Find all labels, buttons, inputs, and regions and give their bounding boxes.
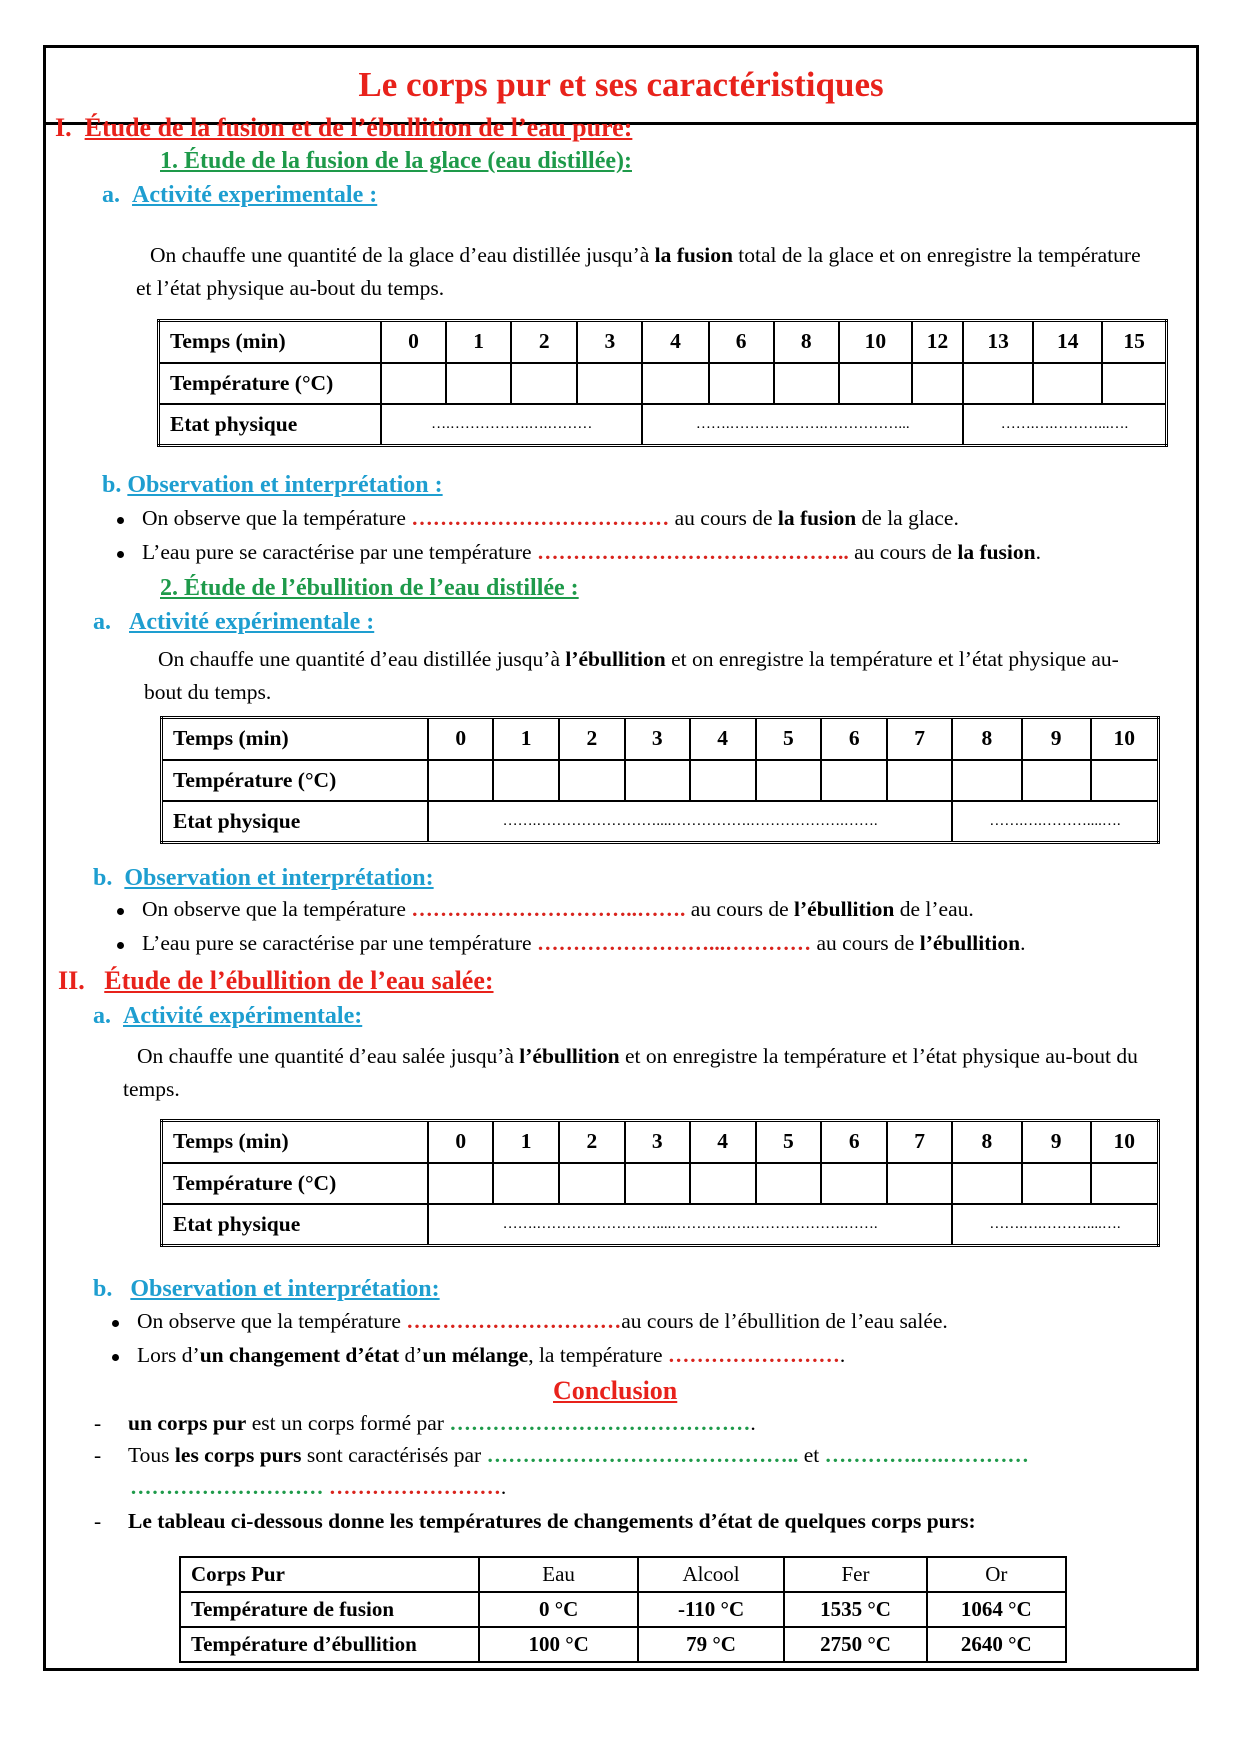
time-cell: 1: [493, 718, 559, 760]
time-cell: 7: [887, 718, 952, 760]
state-dots: …….….………....….: [952, 801, 1158, 843]
time-cell: 1: [493, 1121, 559, 1163]
observation-3-bullet-1: On observe que la température …………………………au cours de l’ébullition de l’eau salée.: [112, 1309, 948, 1334]
observation-2-heading: b. Observation et interprétation:: [93, 865, 434, 891]
time-cell: 6: [709, 321, 774, 363]
observation-2-bullet-1: On observe que la température …………………………..……. au cours de l’ébullition de l’eau.: [117, 897, 974, 922]
time-cell: 3: [625, 1121, 690, 1163]
table-row-label: Etat physique: [159, 404, 381, 446]
time-cell: 1: [446, 321, 511, 363]
table-ebullition-distillee: Temps (min) 0 1 2 3 4 5 6 7 8 9 10 Température (°C) Etat physique …….……………………....…………….……………….……. …….….………....….: [160, 716, 1160, 844]
time-cell: 0: [381, 321, 446, 363]
section-1-number: I.: [55, 113, 72, 142]
section-1-title: Étude de la fusion et de l’ébullition de l’eau pure:: [84, 113, 633, 142]
activity-2-text: On chauffe une quantité d’eau distillée jusqu’à l’ébullition et on enregistre la température et l’état physique au-bout du temps.: [144, 647, 1119, 704]
time-cell: 10: [839, 321, 912, 363]
state-dots: …….….………...….: [963, 404, 1166, 446]
time-cell: 3: [577, 321, 642, 363]
activity-1-text: On chauffe une quantité de la glace d’eau distillée jusqu’à la fusion total de la glace et on enregistre la température et l’état physique au-bout du temps.: [136, 243, 1141, 300]
time-cell: 3: [625, 718, 690, 760]
time-cell: 9: [1022, 718, 1091, 760]
table-ebullition-salee: Temps (min) 0 1 2 3 4 5 6 7 8 9 10 Température (°C) Etat physique …….……………………....…………….……………….……. …….….………....….: [160, 1119, 1160, 1247]
time-cell: 6: [821, 718, 887, 760]
time-cell: 2: [559, 1121, 625, 1163]
observation-2-bullet-2: L’eau pure se caractérise par une température ……………………...………… au cours de l’ébullition.: [117, 931, 1025, 956]
time-cell: 5: [756, 718, 822, 760]
time-cell: 4: [690, 718, 756, 760]
table-header-cell: Temps (min): [159, 321, 381, 363]
observation-3-heading: b. Observation et interprétation:: [93, 1276, 440, 1302]
time-cell: 8: [952, 718, 1022, 760]
time-cell: 9: [1022, 1121, 1091, 1163]
observation-1-bullet-2: L’eau pure se caractérise par une température …………………………………….. au cours de la fusion.: [117, 540, 1041, 565]
time-cell: 2: [511, 321, 577, 363]
time-cell: 8: [952, 1121, 1022, 1163]
time-cell: 2: [559, 718, 625, 760]
observation-3-bullet-2: Lors d’un changement d’état d’un mélange, la température …………………….: [112, 1343, 845, 1368]
activity-2-heading: a. Activité expérimentale :: [93, 609, 375, 635]
page-title: Le corps pur et ses caractéristiques: [358, 65, 884, 104]
observation-1-heading: b. Observation et interprétation :: [102, 472, 443, 498]
conclusion-heading: Conclusion: [553, 1376, 678, 1405]
time-cell: 14: [1033, 321, 1102, 363]
state-dots: …….……………….……………...: [642, 404, 963, 446]
conclusion-line-2-continued: ……………………… …………………….: [130, 1475, 507, 1499]
time-cell: 8: [774, 321, 839, 363]
subsection-2-heading: 2. Étude de l’ébullition de l’eau distillée :: [160, 575, 579, 601]
subsection-1-heading: 1. Étude de la fusion de la glace (eau distillée):: [160, 148, 632, 174]
state-dots: …….….………....….: [952, 1204, 1158, 1246]
time-cell: 4: [642, 321, 708, 363]
time-cell: 15: [1102, 321, 1166, 363]
time-cell: 13: [963, 321, 1033, 363]
section-1-heading: [55, 113, 632, 143]
table-fusion: [157, 319, 1168, 447]
activity-1-heading: [102, 182, 377, 209]
activity-1-letter: a.: [102, 182, 120, 208]
time-cell: 0: [428, 718, 493, 760]
time-cell: 12: [912, 321, 963, 363]
time-cell: 4: [690, 1121, 756, 1163]
section-2-heading: II. Étude de l’ébullition de l’eau salée:: [58, 966, 494, 995]
table-corps-purs: Corps Pur Eau Alcool Fer Or Température de fusion 0 °C -110 °C 1535 °C 1064 °C Température d’ébullition 100 °C 79 °C 2750 °C 2640 °C: [179, 1556, 1067, 1663]
time-cell: 0: [428, 1121, 493, 1163]
time-cell: 10: [1091, 718, 1159, 760]
observation-1-bullet-1: On observe que la température ……………………………… au cours de la fusion de la glace.: [117, 506, 959, 531]
time-cell: 10: [1091, 1121, 1159, 1163]
conclusion-line-1: - un corps pur est un corps formé par …………………………………….: [94, 1411, 756, 1435]
activity-3-text: On chauffe une quantité d’eau salée jusqu’à l’ébullition et on enregistre la température et l’état physique au-bout du temps.: [123, 1044, 1138, 1101]
state-dots: ….…………….….………: [381, 404, 643, 446]
state-dots: …….……………………....…………….……………….…….: [428, 1204, 952, 1246]
time-cell: 5: [756, 1121, 822, 1163]
activity-3-heading: a. Activité expérimentale:: [93, 1003, 363, 1029]
table-row-label: Température (°C): [159, 363, 381, 404]
time-cell: 7: [887, 1121, 952, 1163]
conclusion-line-3: - Le tableau ci-dessous donne les températures de changements d’état de quelques corps purs:: [94, 1509, 976, 1533]
state-dots: …….……………………....…………….……………….…….: [428, 801, 952, 843]
time-cell: 6: [821, 1121, 887, 1163]
activity-1-title: Activité experimentale :: [132, 182, 378, 208]
conclusion-line-2: - Tous les corps purs sont caractérisés par …………………………………….. et ………….….…………: [94, 1443, 1029, 1467]
